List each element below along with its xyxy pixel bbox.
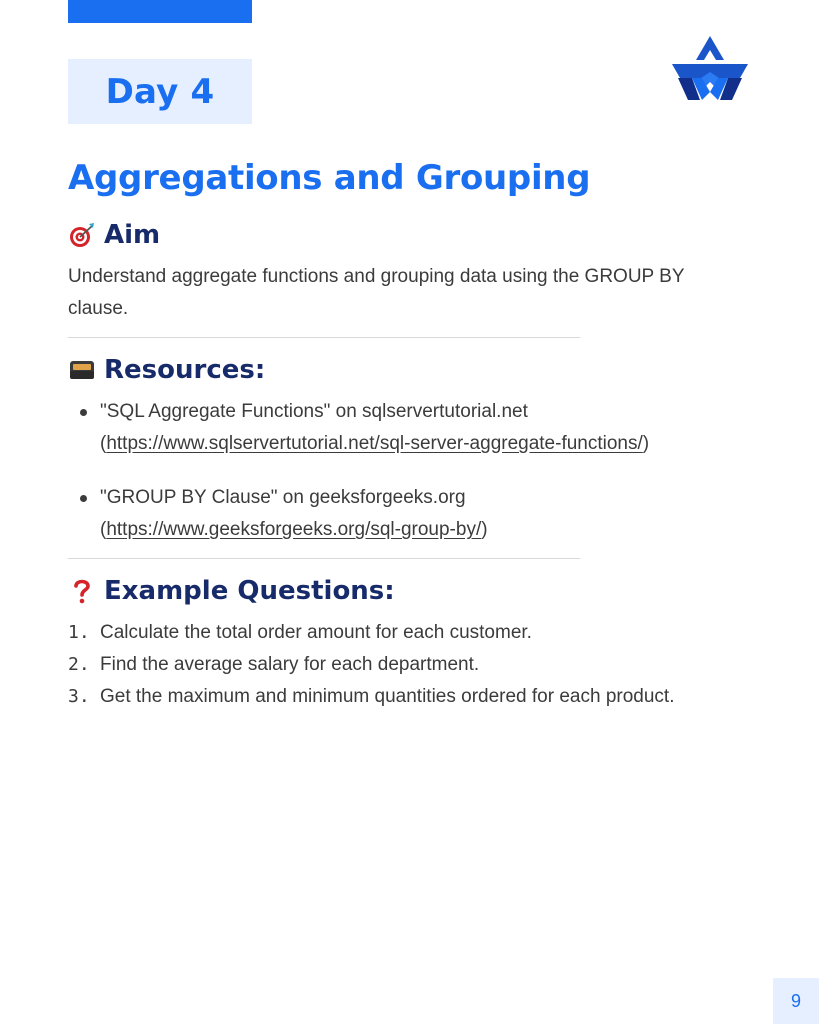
divider — [68, 337, 580, 338]
resource-item — [68, 396, 748, 460]
resources-heading — [68, 355, 265, 385]
day-label: Day 4 — [105, 71, 215, 112]
divider — [68, 558, 580, 559]
aim-heading — [68, 220, 160, 250]
resource-item — [68, 482, 748, 546]
brand-logo-icon — [668, 34, 752, 102]
page-number: 9 — [773, 978, 819, 1024]
day-badge — [68, 59, 252, 124]
question-number: 3. — [68, 686, 90, 707]
resource-prefix: "SQL Aggregate Functions" on sqlservertutorial.net ( — [100, 401, 528, 454]
resource-prefix: "GROUP BY Clause" on geeksforgeeks.org ( — [100, 487, 466, 540]
question-text: Find the average salary for each department. — [100, 654, 480, 675]
resource-suffix: ) — [481, 519, 488, 540]
aim-heading-text: Aim — [104, 220, 161, 250]
question-text: Get the maximum and minimum quantities ordered for each product. — [100, 686, 675, 707]
questions-list — [68, 617, 748, 713]
resource-link[interactable]: https://www.geeksforgeeks.org/sql-group-by/ — [106, 519, 482, 540]
page-title: Aggregations and Grouping — [68, 158, 591, 198]
question-number: 1. — [68, 622, 90, 643]
bullet — [80, 495, 87, 502]
card-file-box-icon — [68, 356, 96, 384]
resources-heading-text: Resources: — [104, 355, 266, 385]
target-icon — [68, 221, 96, 249]
question-item — [68, 681, 748, 713]
questions-heading-text: Example Questions: — [104, 576, 395, 606]
questions-heading — [68, 576, 395, 606]
question-text: Calculate the total order amount for each customer. — [100, 622, 532, 643]
question-item — [68, 617, 748, 649]
resource-link[interactable]: https://www.sqlservertutorial.net/sql-server-aggregate-functions/ — [106, 433, 643, 454]
resource-suffix: ) — [642, 433, 650, 454]
resources-list — [68, 396, 748, 568]
top-accent-bar — [68, 0, 252, 23]
question-number: 2. — [68, 654, 90, 675]
bullet — [80, 409, 87, 416]
aim-text: Understand aggregate functions and grouping data using the GROUP BY clause. — [68, 266, 685, 319]
question-mark-icon — [68, 577, 96, 605]
question-item — [68, 649, 748, 681]
